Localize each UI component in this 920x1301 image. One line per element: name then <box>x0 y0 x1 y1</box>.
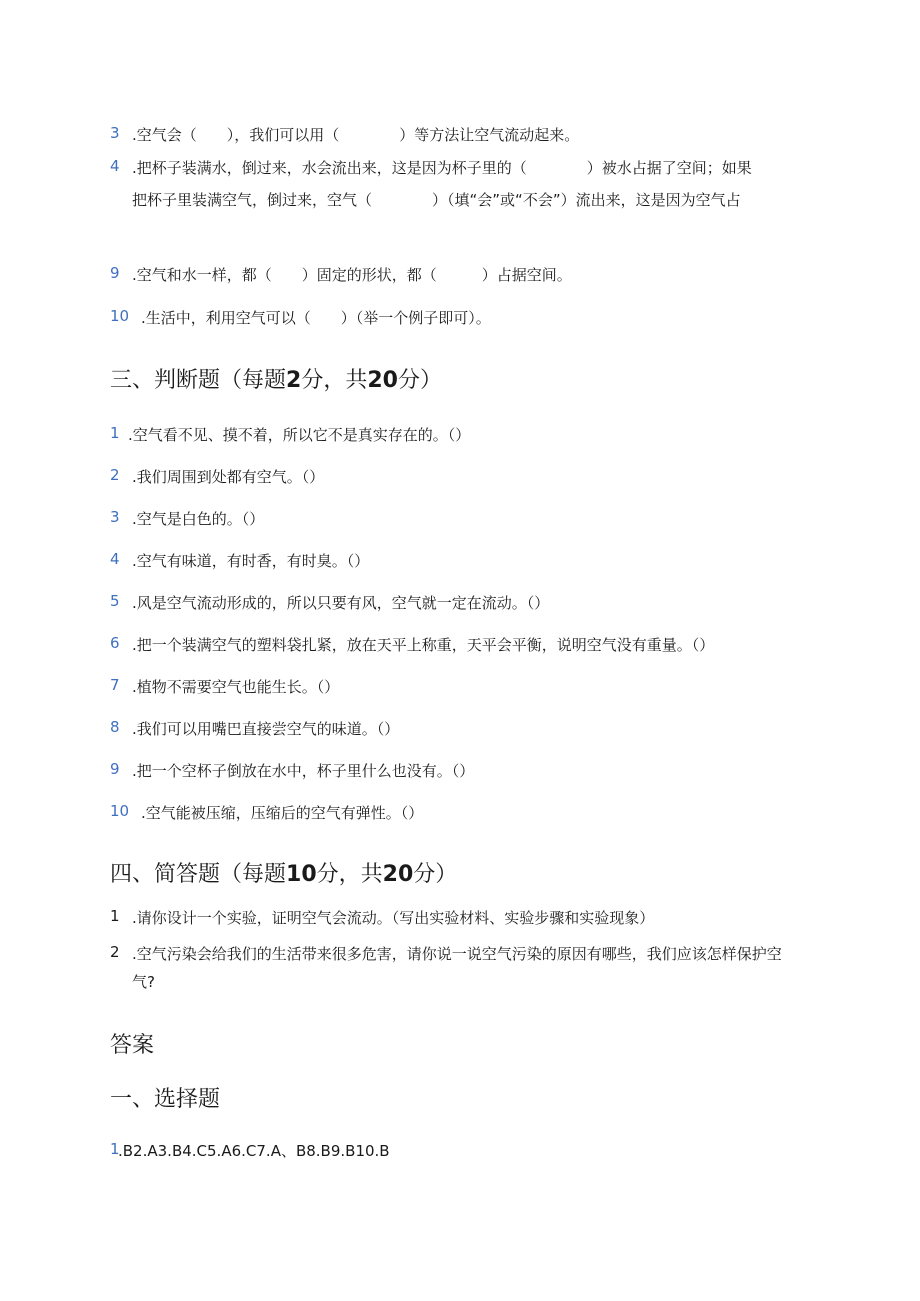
item-number: 10 <box>110 307 130 325</box>
item-number: 1 <box>110 907 120 925</box>
item-number: 2 <box>110 466 120 484</box>
title-part: 三、判断题（每题 <box>110 368 287 393</box>
item-number: 1 <box>110 424 120 442</box>
item-number: 1 <box>110 1140 120 1158</box>
title-number: 20 <box>367 368 398 393</box>
item-text: .植物不需要空气也能生长。（） <box>132 678 340 696</box>
item-text: .把一个空杯子倒放在水中，杯子里什么也没有。（） <box>132 762 475 780</box>
title-number: 20 <box>382 862 414 887</box>
section-4-title <box>110 861 457 889</box>
item-text: .空气看不见、摸不着，所以它不是真实存在的。（） <box>128 426 471 444</box>
answer-text: .B2.A3.B4.C5.A6.C7.A、B8.B9.B10.B <box>118 1142 390 1160</box>
title-part: 分，共 <box>316 862 383 887</box>
item-text: .空气能被压缩，压缩后的空气有弹性。（） <box>141 804 424 822</box>
item-text: .空气污染会给我们的生活带来很多危害，请你说一说空气污染的原因有哪些，我们应该怎样保护空 <box>132 945 782 963</box>
item-number: 6 <box>110 634 120 652</box>
title-part: 分） <box>413 862 458 887</box>
item-text: .空气和水一样，都（ ）固定的形状，都（ ）占据空间。 <box>132 266 572 284</box>
item-number: 7 <box>110 676 120 694</box>
item-number: 4 <box>110 157 120 175</box>
item-number: 3 <box>110 124 120 142</box>
item-number: 5 <box>110 592 120 610</box>
item-text: .我们周围到处都有空气。（） <box>132 468 325 486</box>
item-number: 2 <box>110 943 120 961</box>
item-text: .空气会（ ），我们可以用（ ）等方法让空气流动起来。 <box>132 126 580 144</box>
item-text-continued: 把杯子里装满空气，倒过来，空气（ ）（填“会”或“不会”）流出来，这是因为空气占 <box>132 191 741 209</box>
item-text: .把杯子装满水，倒过来，水会流出来，这是因为杯子里的（ ）被水占据了空间；如果 <box>132 159 752 177</box>
item-number: 4 <box>110 550 120 568</box>
item-text: .请你设计一个实验，证明空气会流动。（写出实验材料、实验步骤和实验现象） <box>132 909 655 927</box>
item-text: .空气有味道，有时香，有时臭。（） <box>132 552 370 570</box>
item-text: .把一个装满空气的塑料袋扎紧，放在天平上称重，天平会平衡，说明空气没有重量。（） <box>132 636 715 654</box>
title-part: 分） <box>397 368 442 393</box>
section-3-title <box>110 367 442 395</box>
item-number: 9 <box>110 760 120 778</box>
item-number: 10 <box>110 802 130 820</box>
title-part: 四、简答题（每题 <box>110 862 287 887</box>
item-number: 9 <box>110 264 120 282</box>
answer-section-1-title: 一、选择题 <box>110 1087 221 1112</box>
item-text: .风是空气流动形成的，所以只要有风，空气就一定在流动。（） <box>132 594 550 612</box>
title-part: 分，共 <box>301 368 368 393</box>
item-number: 3 <box>110 508 120 526</box>
title-number: 10 <box>286 862 317 887</box>
answer-title: 答案 <box>110 1033 155 1058</box>
item-number: 8 <box>110 718 120 736</box>
item-text-continued: 气? <box>132 973 155 991</box>
item-text: .空气是白色的。（） <box>132 510 265 528</box>
title-number: 2 <box>286 368 302 393</box>
item-text: .我们可以用嘴巴直接尝空气的味道。（） <box>132 720 400 738</box>
item-text: .生活中，利用空气可以（ ）（举一个例子即可）。 <box>141 309 491 327</box>
